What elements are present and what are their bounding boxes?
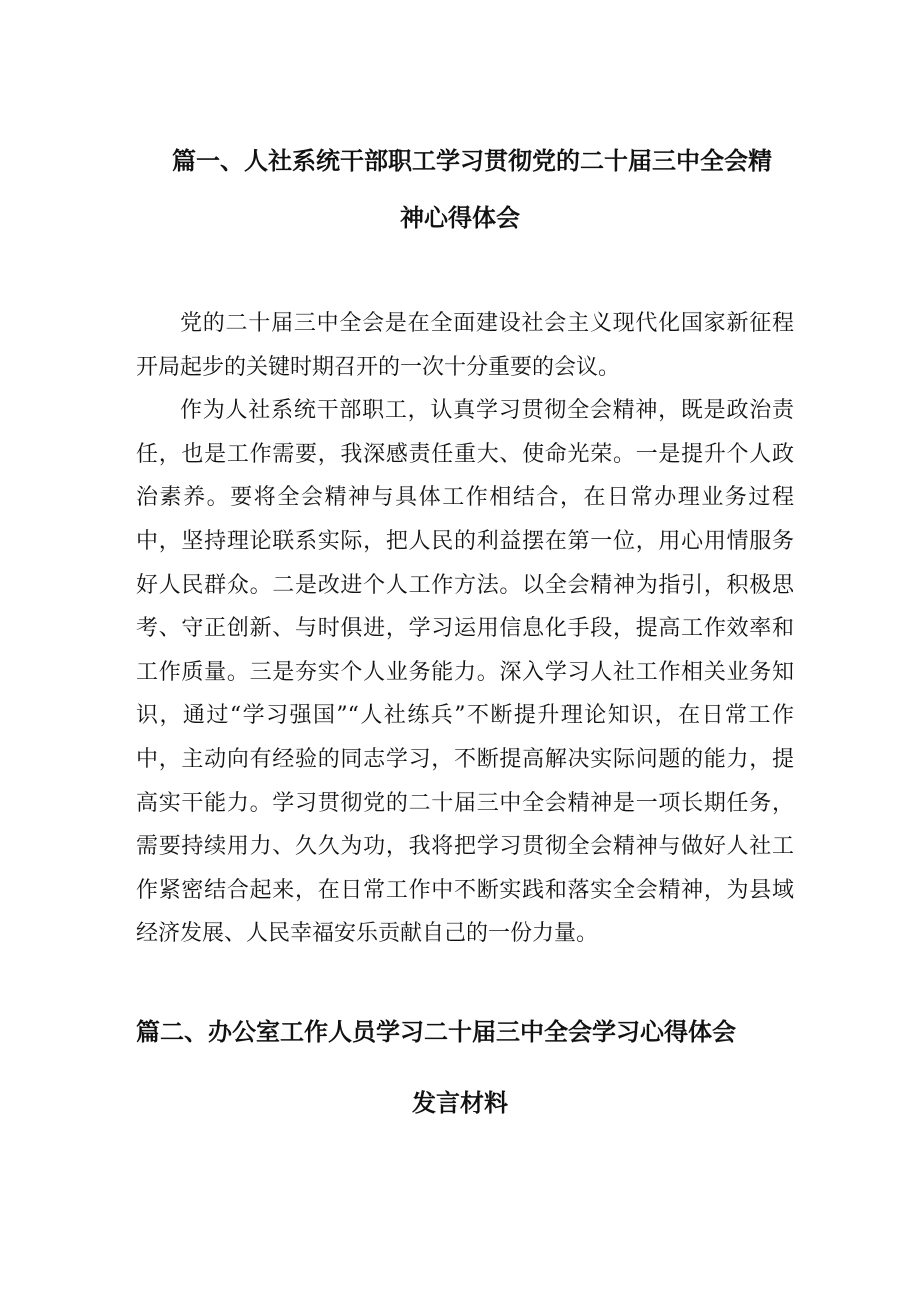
section2-title-line2: 发言材料 [412, 1089, 508, 1117]
section1-title-line1: 篇一、人社系统干部职工学习贯彻党的二十届三中全会精 [172, 147, 772, 175]
section1-body [136, 302, 794, 956]
section2-title-line1: 篇二、办公室工作人员学习二十届三中全会学习心得体会 [136, 1018, 736, 1046]
section1-paragraph-1: 党的二十届三中全会是在全面建设社会主义现代化国家新征程开局起步的关键时期召开的一次十分重要的会议。 [136, 311, 794, 380]
section1-paragraph-2: 作为人社系统干部职工，认真学习贯彻全会精神，既是政治责任，也是工作需要，我深感责任重大、使命光荣。一是提升个人政治素养。要将全会精神与具体工作相结合，在日常办理业务过程中，坚持理论联系实际，把人民的利益摆在第一位，用心用情服务好人民群众。二是改进个人工作方法。以全会精神为指引，积极思考、守正创新、与时俱进，学习运用信息化手段，提高工作效率和工作质量。三是夯实个人业务能力。深入学习人社工作相关业务知识，通过“学习强国”“人社练兵”不断提升理论知识，在日常工作中，主动向有经验的同志学习，不断提高解决实际问题的能力，提高实干能力。学习贯彻党的二十届三中全会精神是一项长期任务，需要持续用力、久久为功，我将把学习贯彻全会精神与做好人社工作紧密结合起来，在日常工作中不断实践和落实全会精神，为县域经济发展、人民幸福安乐贡献自己的一份力量。 [136, 398, 794, 947]
section1-title-line2: 神心得体会 [400, 204, 520, 232]
